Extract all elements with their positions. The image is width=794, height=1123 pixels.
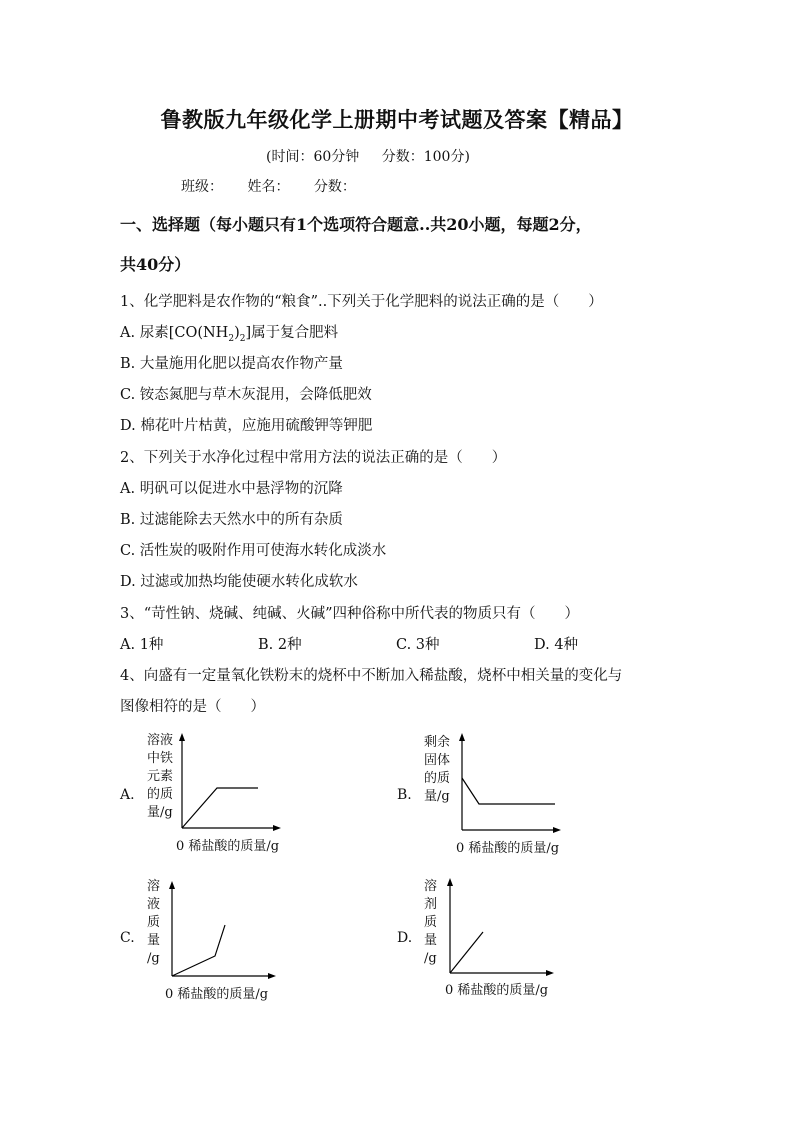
graph-a-ylabel-line: 溶液: [147, 733, 174, 748]
graph-c-ylabel: [147, 878, 160, 968]
graph-d-ylabel: [424, 878, 437, 968]
q1-option-a[interactable]: [120, 321, 338, 344]
graph-d-ylabel-line: 溶: [424, 879, 438, 894]
graph-b-curve: [462, 778, 555, 804]
score-field[interactable]: 分数：: [313, 179, 356, 195]
graph-c-ylabel-line: 溶: [147, 879, 161, 894]
graph-c-ylabel-line: 液: [147, 897, 161, 912]
graph-b-ylabel-line: 的质: [424, 771, 451, 786]
graph-a-ylabel-line: 中铁: [147, 751, 174, 766]
graph-c-curve: [172, 925, 225, 976]
graph-d-ylabel-line: /g: [424, 951, 437, 966]
q2-option-d[interactable]: D. 过滤或加热均能使硬水转化成软水: [120, 574, 358, 590]
graph-a-ylabel-line: 元素: [147, 769, 174, 784]
q3-option-c[interactable]: C. 3种: [396, 637, 440, 653]
section-heading: 一、选择题（每小题只有1个选项符合题意..共20小题，每题2分，: [120, 215, 592, 234]
class-field[interactable]: 班级：: [181, 179, 223, 195]
graph-c-label[interactable]: C.: [120, 930, 135, 946]
q3-option-a[interactable]: A. 1种: [120, 637, 164, 653]
question-1: 1、化学肥料是农作物的“粮食”..下列关于化学肥料的说法正确的是（ ）: [120, 294, 603, 310]
graph-b-ylabel-line: 剩余: [424, 735, 451, 750]
graph-a-curve: [182, 788, 258, 828]
graph-a: [175, 732, 285, 832]
q1-option-b[interactable]: B. 大量施用化肥以提高农作物产量: [120, 356, 343, 372]
graph-b-ylabel-line: 固体: [424, 753, 451, 768]
graph-c-ylabel-line: 质: [147, 915, 161, 930]
graph-a-y-arrow: [179, 733, 185, 741]
graph-a-x-arrow: [273, 825, 281, 831]
q1-option-c[interactable]: C. 铵态氮肥与草木灰混用，会降低肥效: [120, 387, 372, 403]
graph-d-x-arrow: [546, 970, 554, 976]
q3-option-d[interactable]: D. 4种: [534, 637, 579, 653]
graph-a-ylabel: [147, 732, 173, 822]
graph-c-x-arrow: [268, 973, 276, 979]
q2-option-b[interactable]: B. 过滤能除去天然水中的所有杂质: [120, 512, 343, 528]
q1-a-text2: ): [234, 325, 240, 341]
q2-option-a[interactable]: A. 明矾可以促进水中悬浮物的沉降: [120, 481, 343, 497]
graph-a-ylabel-line: 量/g: [147, 805, 173, 820]
graph-d: [443, 877, 558, 977]
exam-info: [266, 146, 488, 166]
graph-d-y-arrow: [447, 878, 453, 886]
q1-a-text3: ]属于复合肥料: [245, 325, 339, 341]
graph-d-xlabel: 0 稀盐酸的质量/g: [445, 983, 549, 998]
time-info: (时间：60分钟: [266, 149, 360, 165]
graph-c-ylabel-line: 量: [147, 933, 161, 948]
question-2: 2、下列关于水净化过程中常用方法的说法正确的是（ ）: [120, 450, 507, 466]
q1-a-sub1: 2: [228, 333, 235, 344]
section-heading-cont: 共40分）: [120, 255, 191, 274]
page-title: 鲁教版九年级化学上册期中考试题及答案【精品】: [160, 107, 634, 132]
graph-a-ylabel-line: 的质: [147, 787, 174, 802]
graph-d-curve: [450, 932, 483, 973]
graph-c-y-arrow: [169, 881, 175, 889]
q1-a-text1: A. 尿素[CO(NH: [120, 325, 229, 341]
graph-b-ylabel-line: 量/g: [424, 789, 450, 804]
q1-option-d[interactable]: D. 棉花叶片枯黄，应施用硫酸钾等钾肥: [120, 418, 373, 434]
graph-b: [455, 732, 565, 834]
q1-a-sub2: 2: [239, 333, 246, 344]
question-4: 4、向盛有一定量氧化铁粉末的烧杯中不断加入稀盐酸，烧杯中相关量的变化与: [120, 668, 623, 684]
question-3: 3、“苛性钠、烧碱、纯碱、火碱”四种俗称中所代表的物质只有（ ）: [120, 606, 580, 622]
graph-b-y-arrow: [459, 733, 465, 741]
question-4-cont: 图像相符的是（ ）: [120, 699, 265, 715]
graph-b-ylabel: [424, 734, 450, 806]
name-field[interactable]: 姓名：: [247, 179, 290, 195]
graph-d-label[interactable]: D.: [397, 930, 413, 946]
graph-c-xlabel: 0 稀盐酸的质量/g: [165, 987, 269, 1002]
q3-option-b[interactable]: B. 2种: [258, 637, 302, 653]
graph-c: [165, 880, 280, 980]
graph-a-label[interactable]: A.: [120, 787, 135, 803]
graph-d-ylabel-line: 量: [424, 933, 438, 948]
graph-b-xlabel: 0 稀盐酸的质量/g: [456, 841, 560, 856]
student-fields: [181, 176, 376, 196]
graph-a-xlabel: 0 稀盐酸的质量/g: [176, 839, 280, 854]
graph-b-x-arrow: [553, 827, 561, 833]
graph-b-label[interactable]: B.: [397, 787, 412, 803]
graph-c-ylabel-line: /g: [147, 951, 160, 966]
graph-d-ylabel-line: 剂: [424, 897, 438, 912]
q2-option-c[interactable]: C. 活性炭的吸附作用可使海水转化成淡水: [120, 543, 387, 559]
score-info: 分数：100分): [381, 149, 470, 165]
graph-d-ylabel-line: 质: [424, 915, 438, 930]
